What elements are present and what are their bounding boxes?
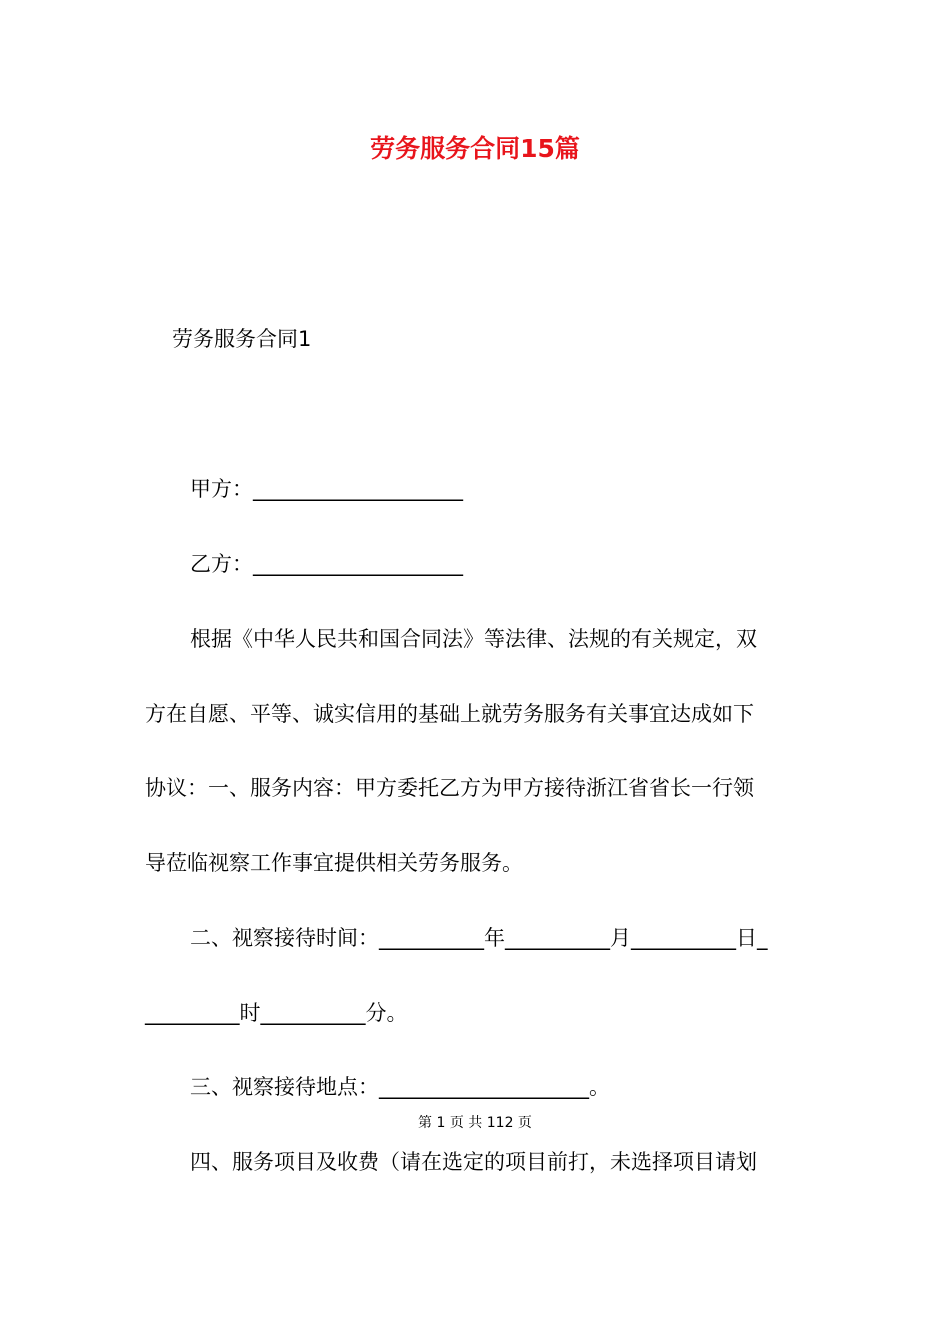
paragraph-line: 方在自愿、平等、诚实信用的基础上就劳务服务有关事宜达成如下 bbox=[145, 702, 754, 726]
page-footer: 第 1 页 共 112 页 bbox=[418, 1115, 532, 1131]
party-b-line: 乙方：____________________ bbox=[190, 552, 463, 576]
item-2-line: 二、视察接待时间：__________年__________月__________日_ bbox=[190, 926, 768, 950]
paragraph-line: 导莅临视察工作事宜提供相关劳务服务。 bbox=[145, 851, 523, 875]
party-a-line: 甲方：____________________ bbox=[190, 477, 463, 501]
section-heading: 劳务服务合同1 bbox=[172, 327, 312, 351]
item-3-line: 三、视察接待地点：____________________。 bbox=[190, 1075, 610, 1099]
paragraph-line: 协议：一、服务内容：甲方委托乙方为甲方接待浙江省省长一行领 bbox=[145, 776, 754, 800]
item-4-line: 四、服务项目及收费（请在选定的项目前打，未选择项目请划 bbox=[190, 1150, 757, 1174]
document-title: 劳务服务合同15篇 bbox=[370, 134, 580, 163]
item-2-line: _________时__________分。 bbox=[145, 1001, 408, 1025]
paragraph-line: 根据《中华人民共和国合同法》等法律、法规的有关规定，双 bbox=[190, 627, 757, 651]
